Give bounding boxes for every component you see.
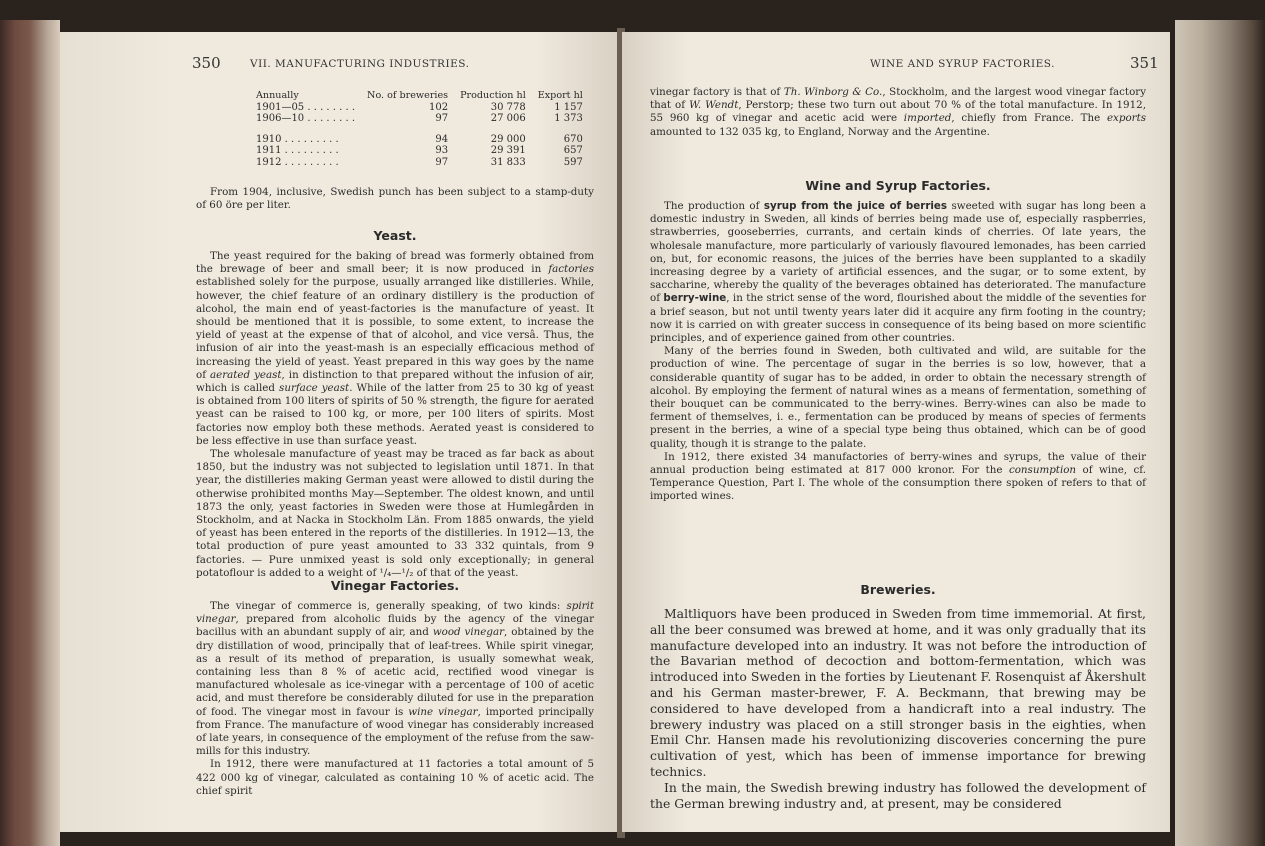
row-label: 1911 . . . . . . . . . (256, 145, 339, 156)
left-page-edges (0, 20, 60, 846)
cell: 31 833 (490, 156, 526, 168)
row-label: 1901—05 . . . . . . . . (256, 101, 356, 113)
cell: 97 (435, 113, 449, 124)
cell: 670 (563, 133, 583, 145)
cell: 30 778 (490, 101, 526, 113)
running-header: VII. MANUFACTURING INDUSTRIES. (250, 58, 470, 70)
paragraph: In 1912, there were manufactured at 11 factories a total amount of 5 422 000 kg of vinegar, calculated as containing 10 % of acetic acid. The chief spirit (196, 758, 594, 797)
paragraph: Maltliquors have been produced in Sweden from time immemorial. At first, all the beer consumed was brewed at home, and it was only gradually that its manufacture developed into an industry. It was not before the introduction of the Bavarian method of decoction and bottom-fermentation, which was introduced into Sweden in the forties by Lieutenant F. Rosenquist af Åkershult and his German master-brewer, F. A. Beckmann, that brewing may be considered to have developed from a handicraft into a real industry. The brewery industry was placed on a still stronger basis in the eighties, when Emil Chr. Hansen made his revolutionizing discoveries concerning the pure cultivation of yest, which has been of immense importance for brewing technics. (650, 606, 1146, 779)
running-header: WINE AND SYRUP FACTORIES. (870, 58, 1055, 70)
punch-paragraph (196, 186, 594, 212)
table-row (250, 102, 589, 114)
cell: 1 157 (554, 101, 583, 113)
paragraph: In 1912, there existed 34 manufactories of berry-wines and syrups, the value of their annual production being estimated at 817 000 kronor. For the consumption of wine, cf. Temperance Question, Part I. The whole of the consumption there spoken of refers to that of imported wines. (650, 450, 1146, 503)
table-row (250, 145, 589, 157)
vinegar-section-text (196, 600, 594, 798)
paragraph: vinegar factory is that of Th. Winborg & Co., Stockholm, and the largest wood vinegar factory that of W. Wendt, Perstorp; these two turn out about 70 % of the total manufacture. In 1912, 55 960 kg of vinegar and acetic acid were imported, chiefly from France. The exports amounted to 132 035 kg, to England, Norway and the Argentine. (650, 86, 1147, 138)
breweries-section-text (650, 606, 1146, 811)
table-row (250, 134, 589, 146)
column-header: No. of breweries (367, 90, 449, 101)
table-spacer (250, 125, 589, 134)
section-heading-breweries: Breweries. (860, 582, 936, 597)
cell: 29 391 (490, 145, 526, 156)
cell: 97 (435, 156, 449, 168)
row-label: 1912 . . . . . . . . . (256, 156, 339, 168)
section-heading-vinegar: Vinegar Factories. (330, 578, 460, 593)
right-page-edges (1175, 20, 1265, 846)
paragraph: The yeast required for the baking of bread was formerly obtained from the brewage of beer and small beer; it is now produced in factories established solely for the purpose, usually arranged like distilleries. While, however, the chief feature of an ordinary distillery is the production of alcohol, the main end of yeast-factories is the manufacture of yeast. It should be mentioned that it is possible, to some extent, to increase the yield of yeast at the expense of that of alcohol, and vice versâ. Thus, the infusion of air into the yeast-mash is an especially efficacious method of increasing the yield of yeast. Yeast prepared in this way goes by the name of aerated yeast, in distinction to that prepared without the infusion of air, which is called surface yeast. While of the latter from 25 to 30 kg of yeast is obtained from 100 liters of spirits of 50 % strength, the figure for aerated yeast can be raised to 100 kg, or more, per 100 liters of spirits. Most factories now employ both these methods. Aerated yeast is considered to be less effective in use than surface yeast. (196, 250, 594, 447)
cell: 27 006 (490, 113, 526, 124)
cell: 657 (563, 145, 583, 156)
left-page (60, 32, 620, 832)
paragraph: The wholesale manufacture of yeast may be traced as far back as about 1850, but the industry was not subjected to legislation until 1871. In that year, the distilleries making German yeast were allowed to distil during the otherwise prohibited months May—September. The oldest known, and until 1873 the only, yeast factories in Sweden were those at Humlegården in Stockholm, and at Nacka in Stockholm Län. From 1885 onwards, the yield of yeast has been entered in the reports of the distilleries. In 1912—13, the total production of pure yeast amounted to 33 332 quintals, from 9 factories. — Pure unmixed yeast is sold only exceptionally; in general potatoflour is added to a weight of ¹/₄—¹/₂ of that of the yeast. (196, 448, 594, 579)
wine-section-text (650, 200, 1146, 504)
cell: 1 373 (554, 113, 583, 124)
paragraph: The vinegar of commerce is, generally speaking, of two kinds: spirit vinegar, prepared from alcoholic fluids by the agency of the vinegar bacillus with an abundant supply of air, and wood vinegar, obtained by the dry distillation of wood, principally that of leaf-trees. While spirit vinegar, as a result of its method of preparation, is usually somewhat weak, containing less than 8 % of acetic acid, rectified wood vinegar is manufactured wholesale as ice-vinegar with a percentage of 100 of acetic acid, and must therefore be considerably diluted for use in the preparation of food. The vinegar most in favour is wine vinegar, imported principally from France. The manufacture of wood vinegar has considerably increased of late years, in consequence of the employment of the refuse from the saw-mills for this industry. (196, 600, 595, 758)
table-row (250, 113, 589, 125)
section-heading-wine-syrup: Wine and Syrup Factories. (805, 178, 991, 193)
paragraph: From 1904, inclusive, Swedish punch has been subject to a stamp-duty of 60 öre per liter. (196, 186, 594, 212)
right-page (622, 32, 1170, 832)
paragraph: The production of syrup from the juice of berries sweeted with sugar has long been a domestic industry in Sweden, all kinds of berries being made use of, especially raspberries, strawberries, gooseberries, currants, and certain kinds of cherries. Of late years, the wholesale manufacture, more particularly of variously flavoured lemonades, has been carried on, but, for economic reasons, the juices of the berries have been supplanted to a skadily increasing degree by a variety of artificial essences, and the sugar, or to some extent, by saccharine, whereby the quality of the beverages obtained has deteriorated. The manufacture of berry-wine, in the strict sense of the word, flourished about the middle of the seventies for a brief season, but not until twenty years later did it acquire any firm footing in the country; now it is carried on with greater success in consequence of its being based on more scientific principles, and of experience gained from other countries. (650, 200, 1146, 345)
cell: 93 (435, 145, 449, 156)
paragraph: Many of the berries found in Sweden, both cultivated and wild, are suitable for the production of wine. The percentage of sugar in the berries is so low, however, that a considerable quantity of sugar has to be added, in order to obtain the necessary strength of alcohol. By employing the ferment of natural wines as a means of fermentation, something of their bouquet can be communicated to the berry-wines. Berry-wines can also be made to ferment of themselves, i. e., fermentation can be produced by means of species of ferments present in the berries, a wine of a special type being thus obtained, which can be of good quality, though it is strange to the palate. (650, 345, 1146, 450)
paragraph: In the main, the Swedish brewing industry has followed the development of the German brewing industry and, at present, may be considered (650, 779, 1146, 811)
brewery-stats-table (250, 90, 589, 168)
cell: 29 000 (490, 133, 526, 145)
column-header: Annually (256, 90, 299, 101)
yeast-section-text (196, 250, 594, 580)
cell: 597 (563, 156, 583, 168)
table-header-row (250, 90, 589, 102)
column-header: Production hl (460, 90, 526, 101)
section-heading-yeast: Yeast. (373, 228, 417, 243)
vinegar-continuation (650, 86, 1146, 139)
row-label: 1910 . . . . . . . . . (256, 133, 339, 145)
cell: 102 (428, 101, 449, 113)
page-number: 351 (1130, 54, 1159, 72)
table-row (250, 157, 589, 169)
column-header: Export hl (537, 90, 583, 101)
page-number: 350 (192, 54, 221, 72)
cell: 94 (435, 133, 449, 145)
row-label: 1906—10 . . . . . . . . (256, 113, 356, 124)
